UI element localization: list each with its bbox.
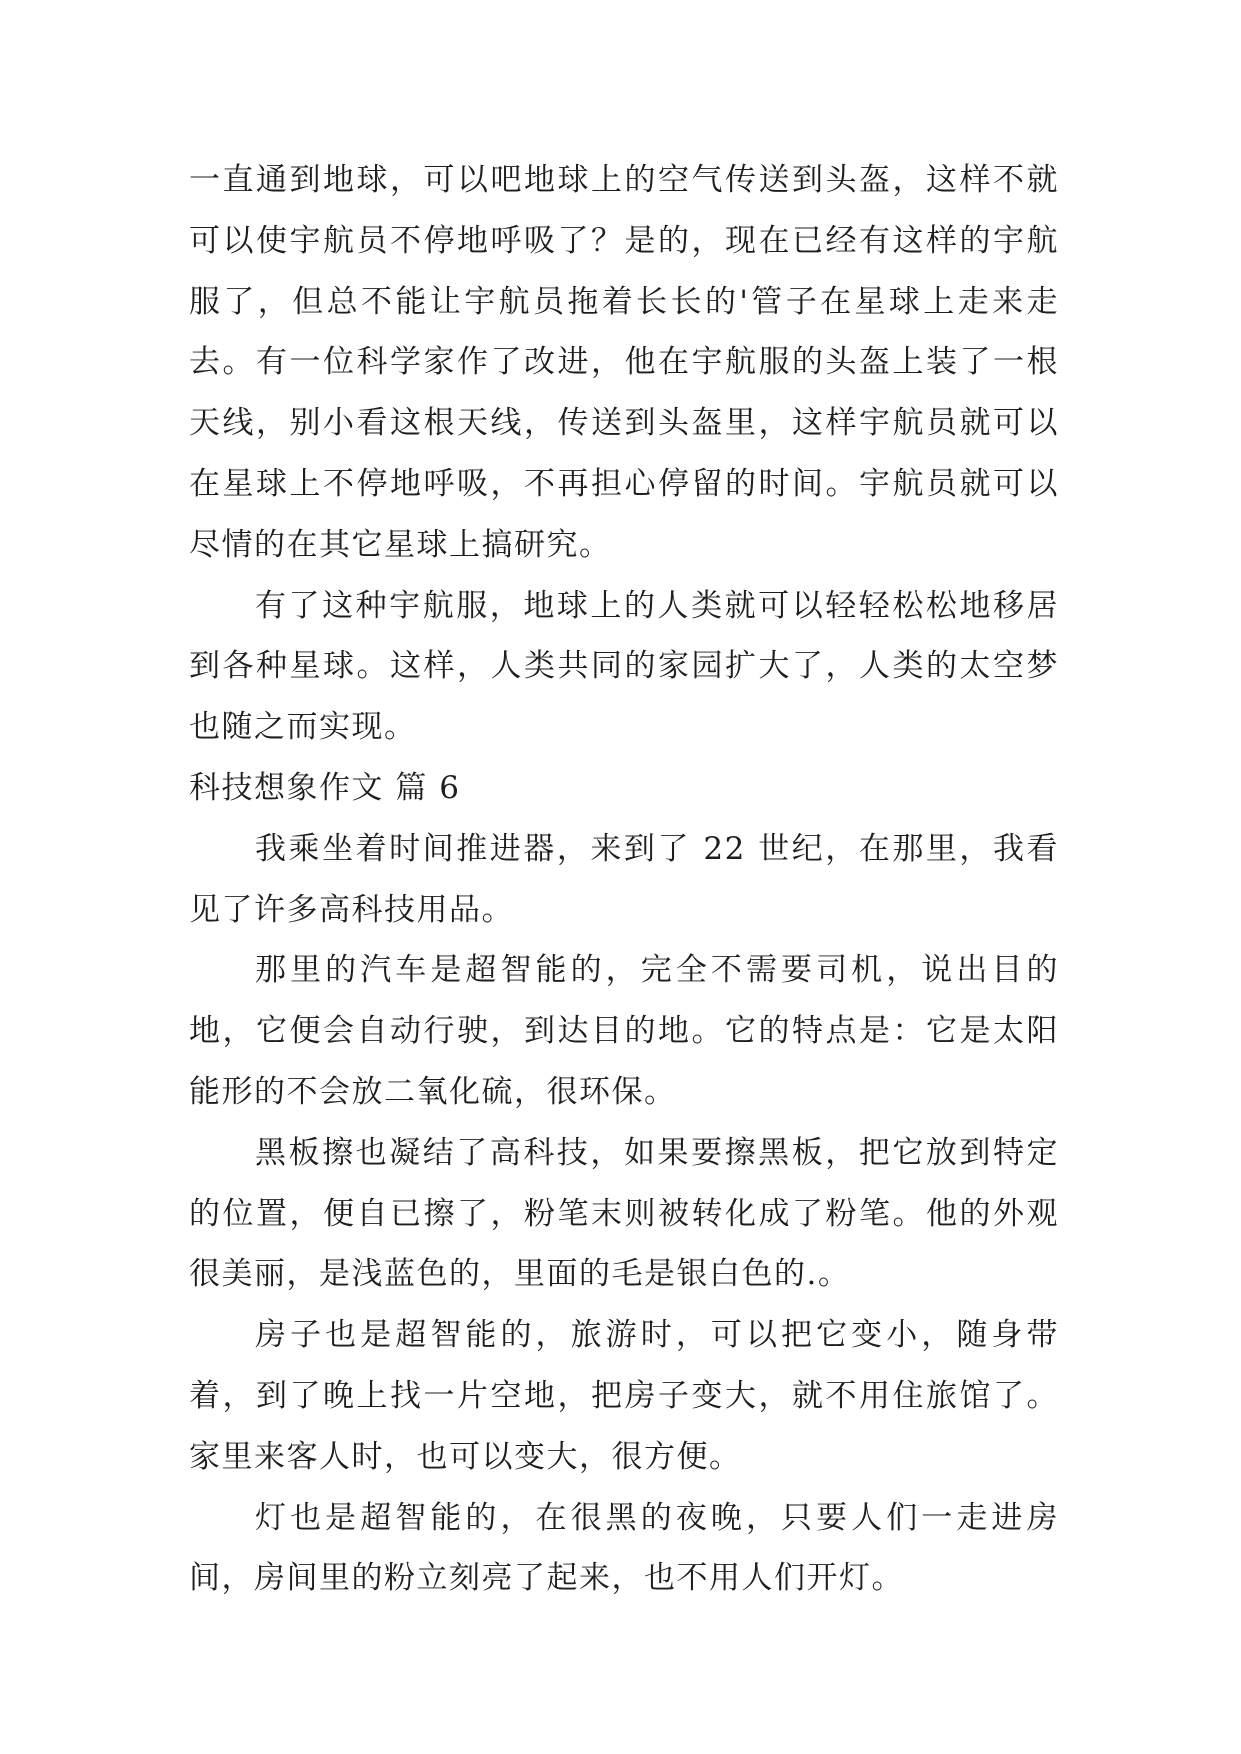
section-heading: 科技想象作文 篇 6 — [189, 769, 461, 806]
paragraph-smart-car: 那里的汽车是超智能的，完全不需要司机，说出目的地，它便会自动行驶，到达目的地。它的特点是：它是太阳能形的不会放二氧化硫，很环保。 — [189, 952, 1059, 1110]
paragraph-smart-light: 灯也是超智能的，在很黑的夜晚，只要人们一走进房间，房间里的粉立刻亮了起来，也不用人们开灯。 — [189, 1499, 1059, 1597]
paragraph-smart-house: 房子也是超智能的，旅游时，可以把它变小，随身带着，到了晚上找一片空地，把房子变大，就不用住旅馆了。家里来客人时，也可以变大，很方便。 — [189, 1317, 1059, 1475]
paragraph-time-machine: 我乘坐着时间推进器，来到了 22 世纪，在那里，我看见了许多高科技用品。 — [189, 830, 1059, 928]
paragraph-blackboard-eraser: 黑板擦也凝结了高科技，如果要擦黑板，把它放到特定的位置，便自已擦了，粉笔末则被转化成了粉笔。他的外观很美丽，是浅蓝色的，里面的毛是银白色的.。 — [189, 1134, 1059, 1293]
paragraph-spacesuit-continuation: 一直通到地球，可以吧地球上的空气传送到头盔，这样不就可以使宇航员不停地呼吸了？是的，现在已经有这样的宇航服了，但总不能让宇航员拖着长长的'管子在星球上走来走去。有一位科学家作了改进，他在宇航服的头盔上装了一根天线，别小看这根天线，传送到头盔里，这样宇航员就可以在星球上不停地呼吸，不再担心停留的时间。宇航员就可以尽情的在其它星球上搞研究。 — [189, 162, 1059, 563]
document-body — [189, 150, 1059, 1609]
paragraph-spacesuit-conclusion: 有了这种宇航服，地球上的人类就可以轻轻松松地移居到各种星球。这样，人类共同的家园扩大了，人类的太空梦也随之而实现。 — [189, 587, 1059, 746]
